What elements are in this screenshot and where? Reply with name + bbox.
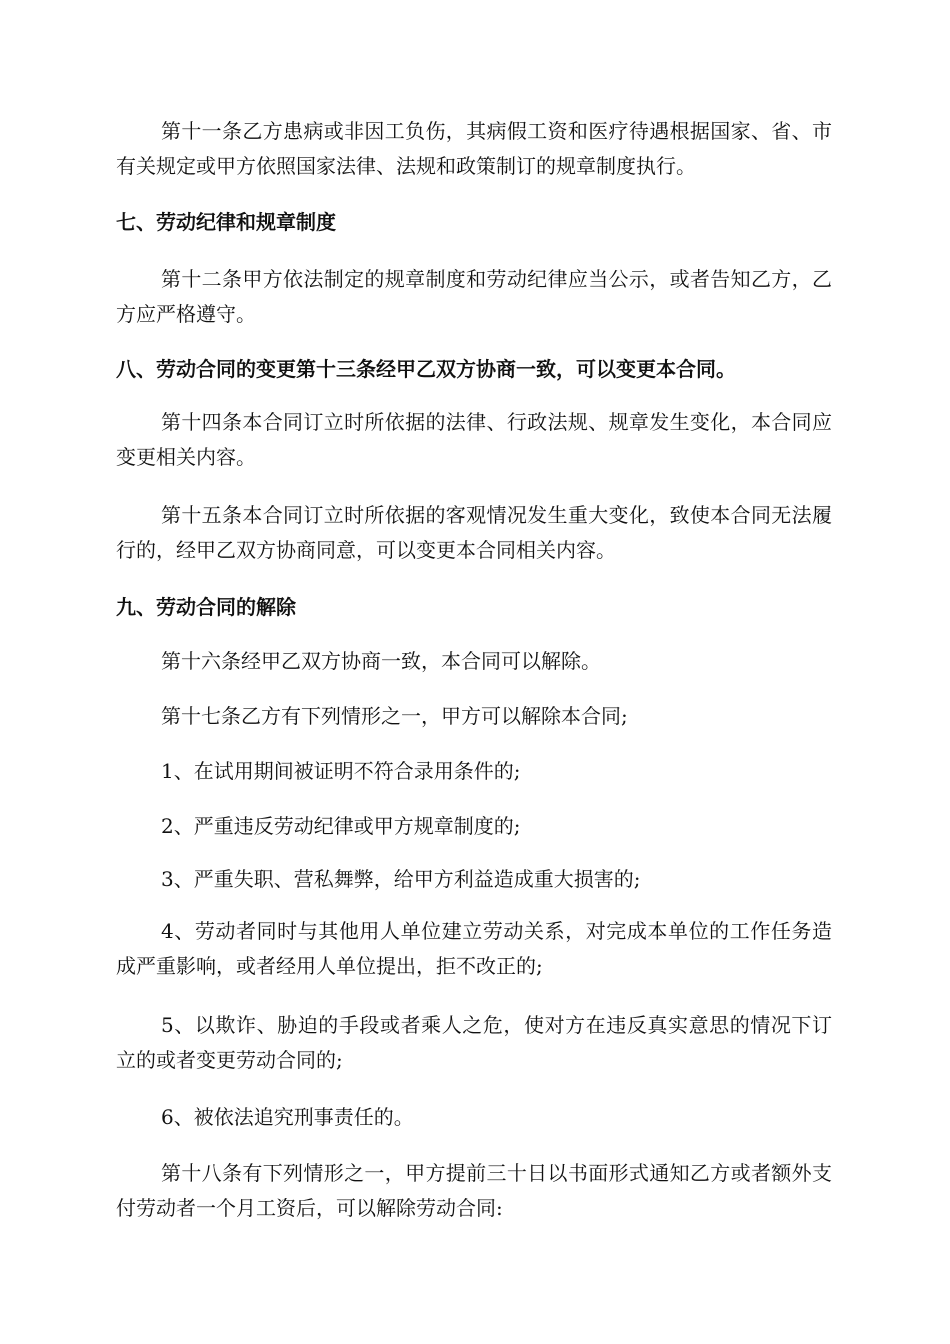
article-16-paragraph: 第十六条经甲乙双方协商一致，本合同可以解除。 <box>161 649 601 673</box>
section-heading-9: 九、劳动合同的解除 <box>116 595 296 619</box>
list-item-1: 1、在试用期间被证明不符合录用条件的; <box>161 759 521 783</box>
section-heading-8: 八、劳动合同的变更第十三条经甲乙双方协商一致，可以变更本合同。 <box>116 357 736 381</box>
list-item-2: 2、严重违反劳动纪律或甲方规章制度的; <box>161 814 521 838</box>
article-18-paragraph: 第十八条有下列情形之一，甲方提前三十日以书面形式通知乙方或者额外支付劳动者一个月工资后，可以解除劳动合同: <box>116 1161 832 1220</box>
article-14-paragraph: 第十四条本合同订立时所依据的法律、行政法规、规章发生变化，本合同应变更相关内容。 <box>116 410 832 469</box>
list-item-5: 5、以欺诈、胁迫的手段或者乘人之危，使对方在违反真实意思的情况下订立的或者变更劳动合同的; <box>116 1013 832 1072</box>
list-item-6: 6、被依法追究刑事责任的。 <box>161 1105 414 1129</box>
article-15-paragraph: 第十五条本合同订立时所依据的客观情况发生重大变化，致使本合同无法履行的，经甲乙双方协商同意，可以变更本合同相关内容。 <box>116 503 832 562</box>
article-11-paragraph: 第十一条乙方患病或非因工负伤，其病假工资和医疗待遇根据国家、省、市有关规定或甲方依照国家法律、法规和政策制订的规章制度执行。 <box>116 119 832 178</box>
list-item-4: 4、劳动者同时与其他用人单位建立劳动关系，对完成本单位的工作任务造成严重影响，或者经用人单位提出，拒不改正的; <box>116 919 832 978</box>
article-12-paragraph: 第十二条甲方依法制定的规章制度和劳动纪律应当公示，或者告知乙方，乙方应严格遵守。 <box>116 267 832 326</box>
section-heading-7: 七、劳动纪律和规章制度 <box>116 210 336 234</box>
article-17-paragraph: 第十七条乙方有下列情形之一，甲方可以解除本合同; <box>161 704 628 728</box>
list-item-3: 3、严重失职、营私舞弊，给甲方利益造成重大损害的; <box>161 867 641 891</box>
